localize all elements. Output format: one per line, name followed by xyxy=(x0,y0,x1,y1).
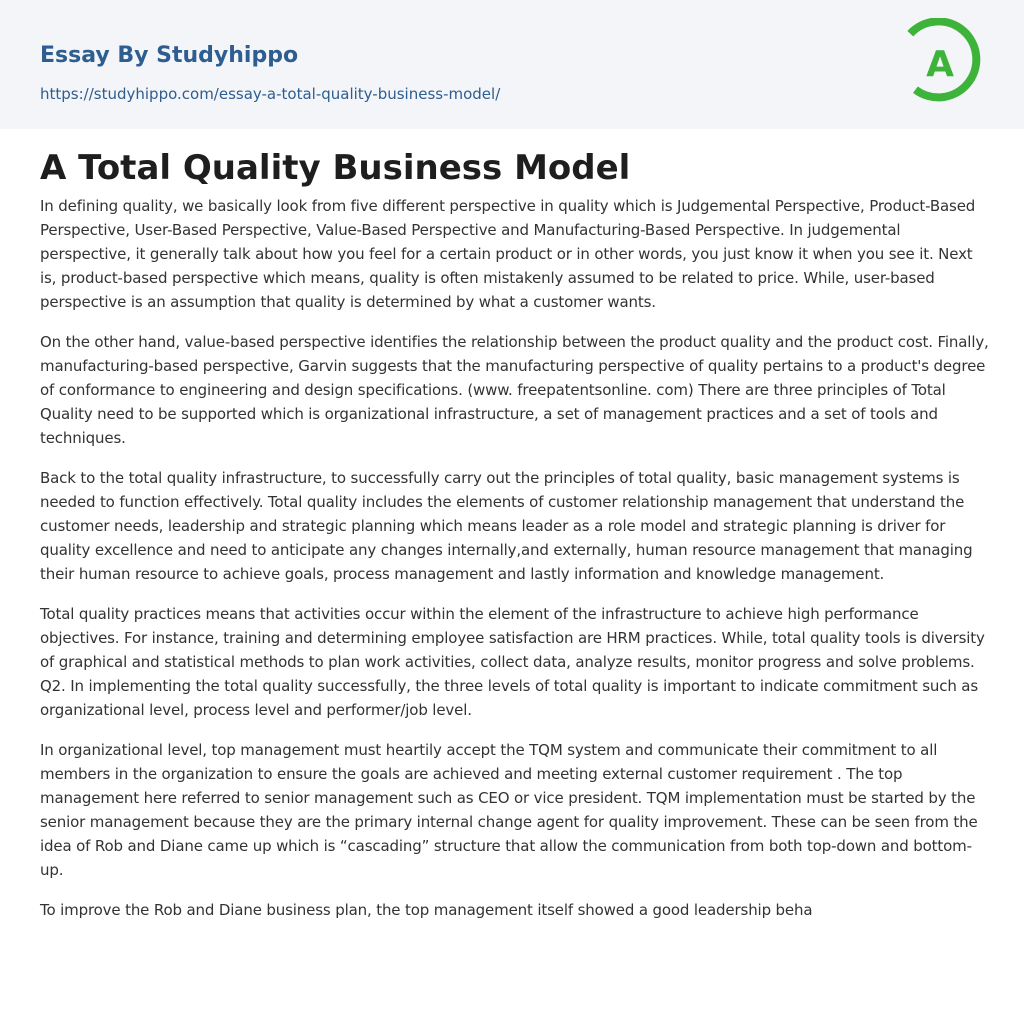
logo-letter: A xyxy=(926,44,954,85)
site-header xyxy=(0,0,1024,129)
paragraph: To improve the Rob and Diane business plan, the top management itself showed a good leadership beha xyxy=(40,901,813,919)
essay-url-link[interactable]: https://studyhippo.com/essay-a-total-quality-business-model/ xyxy=(40,85,501,103)
site-title[interactable]: Essay By Studyhippo xyxy=(40,43,299,68)
paragraph: In organizational level, top management must heartily accept the TQM system and communicate their commitment to all members in the organization to ensure the goals are achieved and meeting external customer requirement . The top management here referred to senior management such as CEO or vice president. TQM implementation must be started by the senior management because they are the primary internal change agent for quality improvement. These can be seen from the idea of Rob and Diane came up which is “cascading” structure that allow the communication from both top-down and bottom-up. xyxy=(40,741,978,879)
paragraph: Total quality practices means that activities occur within the element of the infrastructure to achieve high performance objectives. For instance, training and determining employee satisfaction are HRM practices. While, total quality tools is diversity of graphical and statistical methods to plan work activities, collect data, analyze results, monitor progress and solve problems. Q2. In implementing the total quality successfully, the three levels of total quality is important to indicate commitment such as organizational level, process level and performer/job level. xyxy=(40,605,985,719)
paragraph: In defining quality, we basically look from five different perspective in quality which is Judgemental Perspective, Product-Based Perspective, User-Based Perspective, Value-Based Perspective and Manufacturing-Based Perspective. In judgemental perspective, it generally talk about how you feel for a certain product or in other words, you just know it when you see it. Next is, product-based perspective which means, quality is often mistakenly assumed to be related to price. While, user-based perspective is an assumption that quality is determined by what a customer wants. xyxy=(40,197,976,311)
studyhippo-logo-icon[interactable] xyxy=(896,18,988,108)
article-body xyxy=(40,194,990,938)
paragraph: On the other hand, value-based perspective identifies the relationship between the product quality and the product cost. Finally, manufacturing-based perspective, Garvin suggests that the manufacturing perspective of quality pertains to a product's degree of conformance to engineering and design specifications. (www. freepatentsonline. com) There are three principles of Total Quality need to be supported which is organizational infrastructure, a set of management practices and a set of tools and techniques. xyxy=(40,333,989,447)
paragraph: Back to the total quality infrastructure, to successfully carry out the principles of total quality, basic management systems is needed to function effectively. Total quality includes the elements of customer relationship management that understand the customer needs, leadership and strategic planning which means leader as a role model and strategic planning is driver for quality excellence and need to anticipate any changes internally,and externally, human resource management that managing their human resource to achieve goals, process management and lastly information and knowledge management. xyxy=(40,469,973,583)
page-title: A Total Quality Business Model xyxy=(40,148,631,188)
